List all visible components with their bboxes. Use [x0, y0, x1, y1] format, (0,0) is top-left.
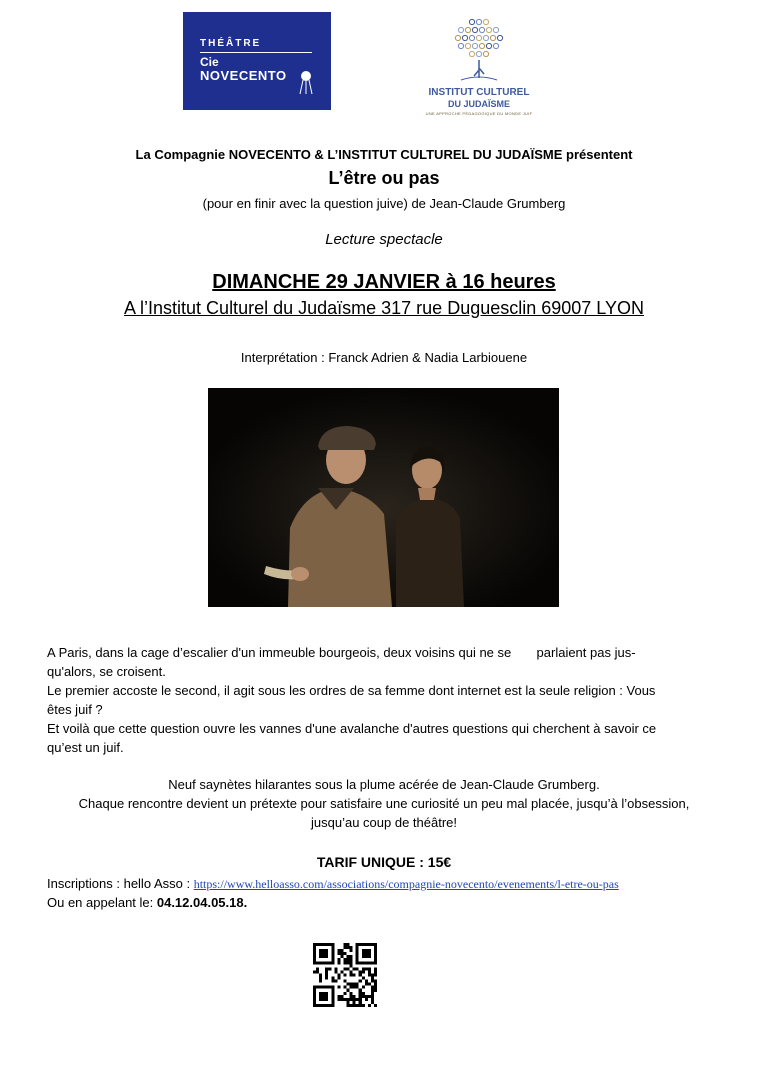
qr-code[interactable] [313, 943, 377, 1007]
event-address-text: A l’Institut Culturel du Judaïsme 317 rue Duguesclin 69007 LYON [124, 298, 644, 318]
show-genre: Lecture spectacle [325, 231, 443, 248]
tree-icon [406, 10, 552, 86]
institut-logo [406, 10, 552, 122]
event-date [0, 271, 768, 294]
show-subtitle: (pour en finir avec la question juive) de Jean-Claude Grumberg [202, 196, 566, 211]
logo-theatre-text: THÉÂTRE [200, 38, 262, 49]
description-line: qu’est un juif. [47, 740, 124, 755]
summary-line: jusqu’au coup de théâtre! [311, 815, 457, 830]
institut-name-line1: INSTITUT CULTUREL [428, 87, 530, 98]
phone-line [47, 895, 247, 910]
description-line: qu'alors, se croisent. [47, 664, 166, 679]
event-address [0, 298, 768, 319]
performers-photo [208, 388, 559, 607]
helloasso-link[interactable]: https://www.helloasso.com/associations/compagnie-novecento/evenements/l-etre-ou-pas [193, 877, 619, 891]
event-date-text: DIMANCHE 29 JANVIER à 16 heures [212, 271, 556, 293]
summary-line: Chaque rencontre devient un prétexte pour satisfaire une curiosité un peu mal placée, jusqu’à l’obsession, [78, 796, 690, 811]
description-line: Et voilà que cette question ouvre les vannes d'une avalanche d'autres questions qui cherchent à savoir ce [47, 721, 657, 736]
description-line: A Paris, dans la cage d’escalier d'un immeuble bourgeois, deux voisins qui ne se parlaient pas jus- [47, 645, 636, 660]
summary-line: Neuf saynètes hilarantes sous la plume acérée de Jean-Claude Grumberg. [168, 777, 600, 792]
inscriptions [47, 876, 619, 892]
description-line: êtes juif ? [47, 702, 103, 717]
logo-novecento-text: NOVECENTO [200, 68, 287, 83]
logo-cie-text: Cie [200, 55, 219, 69]
inscriptions-label: Inscriptions : hello Asso : [47, 876, 194, 891]
show-title: L’être ou pas [328, 168, 440, 188]
novecento-logo [183, 12, 331, 110]
phone-number: 04.12.04.05.18. [156, 895, 248, 910]
description [47, 643, 727, 757]
summary [0, 775, 768, 832]
tarif: TARIF UNIQUE : 15€ [316, 854, 452, 870]
interpretation: Interprétation : Franck Adrien & Nadia Larbiouene [240, 350, 528, 365]
institut-tagline: UNE APPROCHE PÉDAGOGIQUE DU MONDE JUIF [425, 111, 533, 116]
institut-name-line2: DU JUDAÏSME [447, 99, 510, 109]
spotlight-icon [183, 12, 331, 110]
phone-label: Ou en appelant le: [47, 895, 157, 910]
intro-text: La Compagnie NOVECENTO & L’INSTITUT CULTUREL DU JUDAÏSME présentent [135, 147, 633, 162]
description-line: Le premier accoste le second, il agit sous les ordres de sa femme dont internet est la seule religion : Vous [47, 683, 656, 698]
